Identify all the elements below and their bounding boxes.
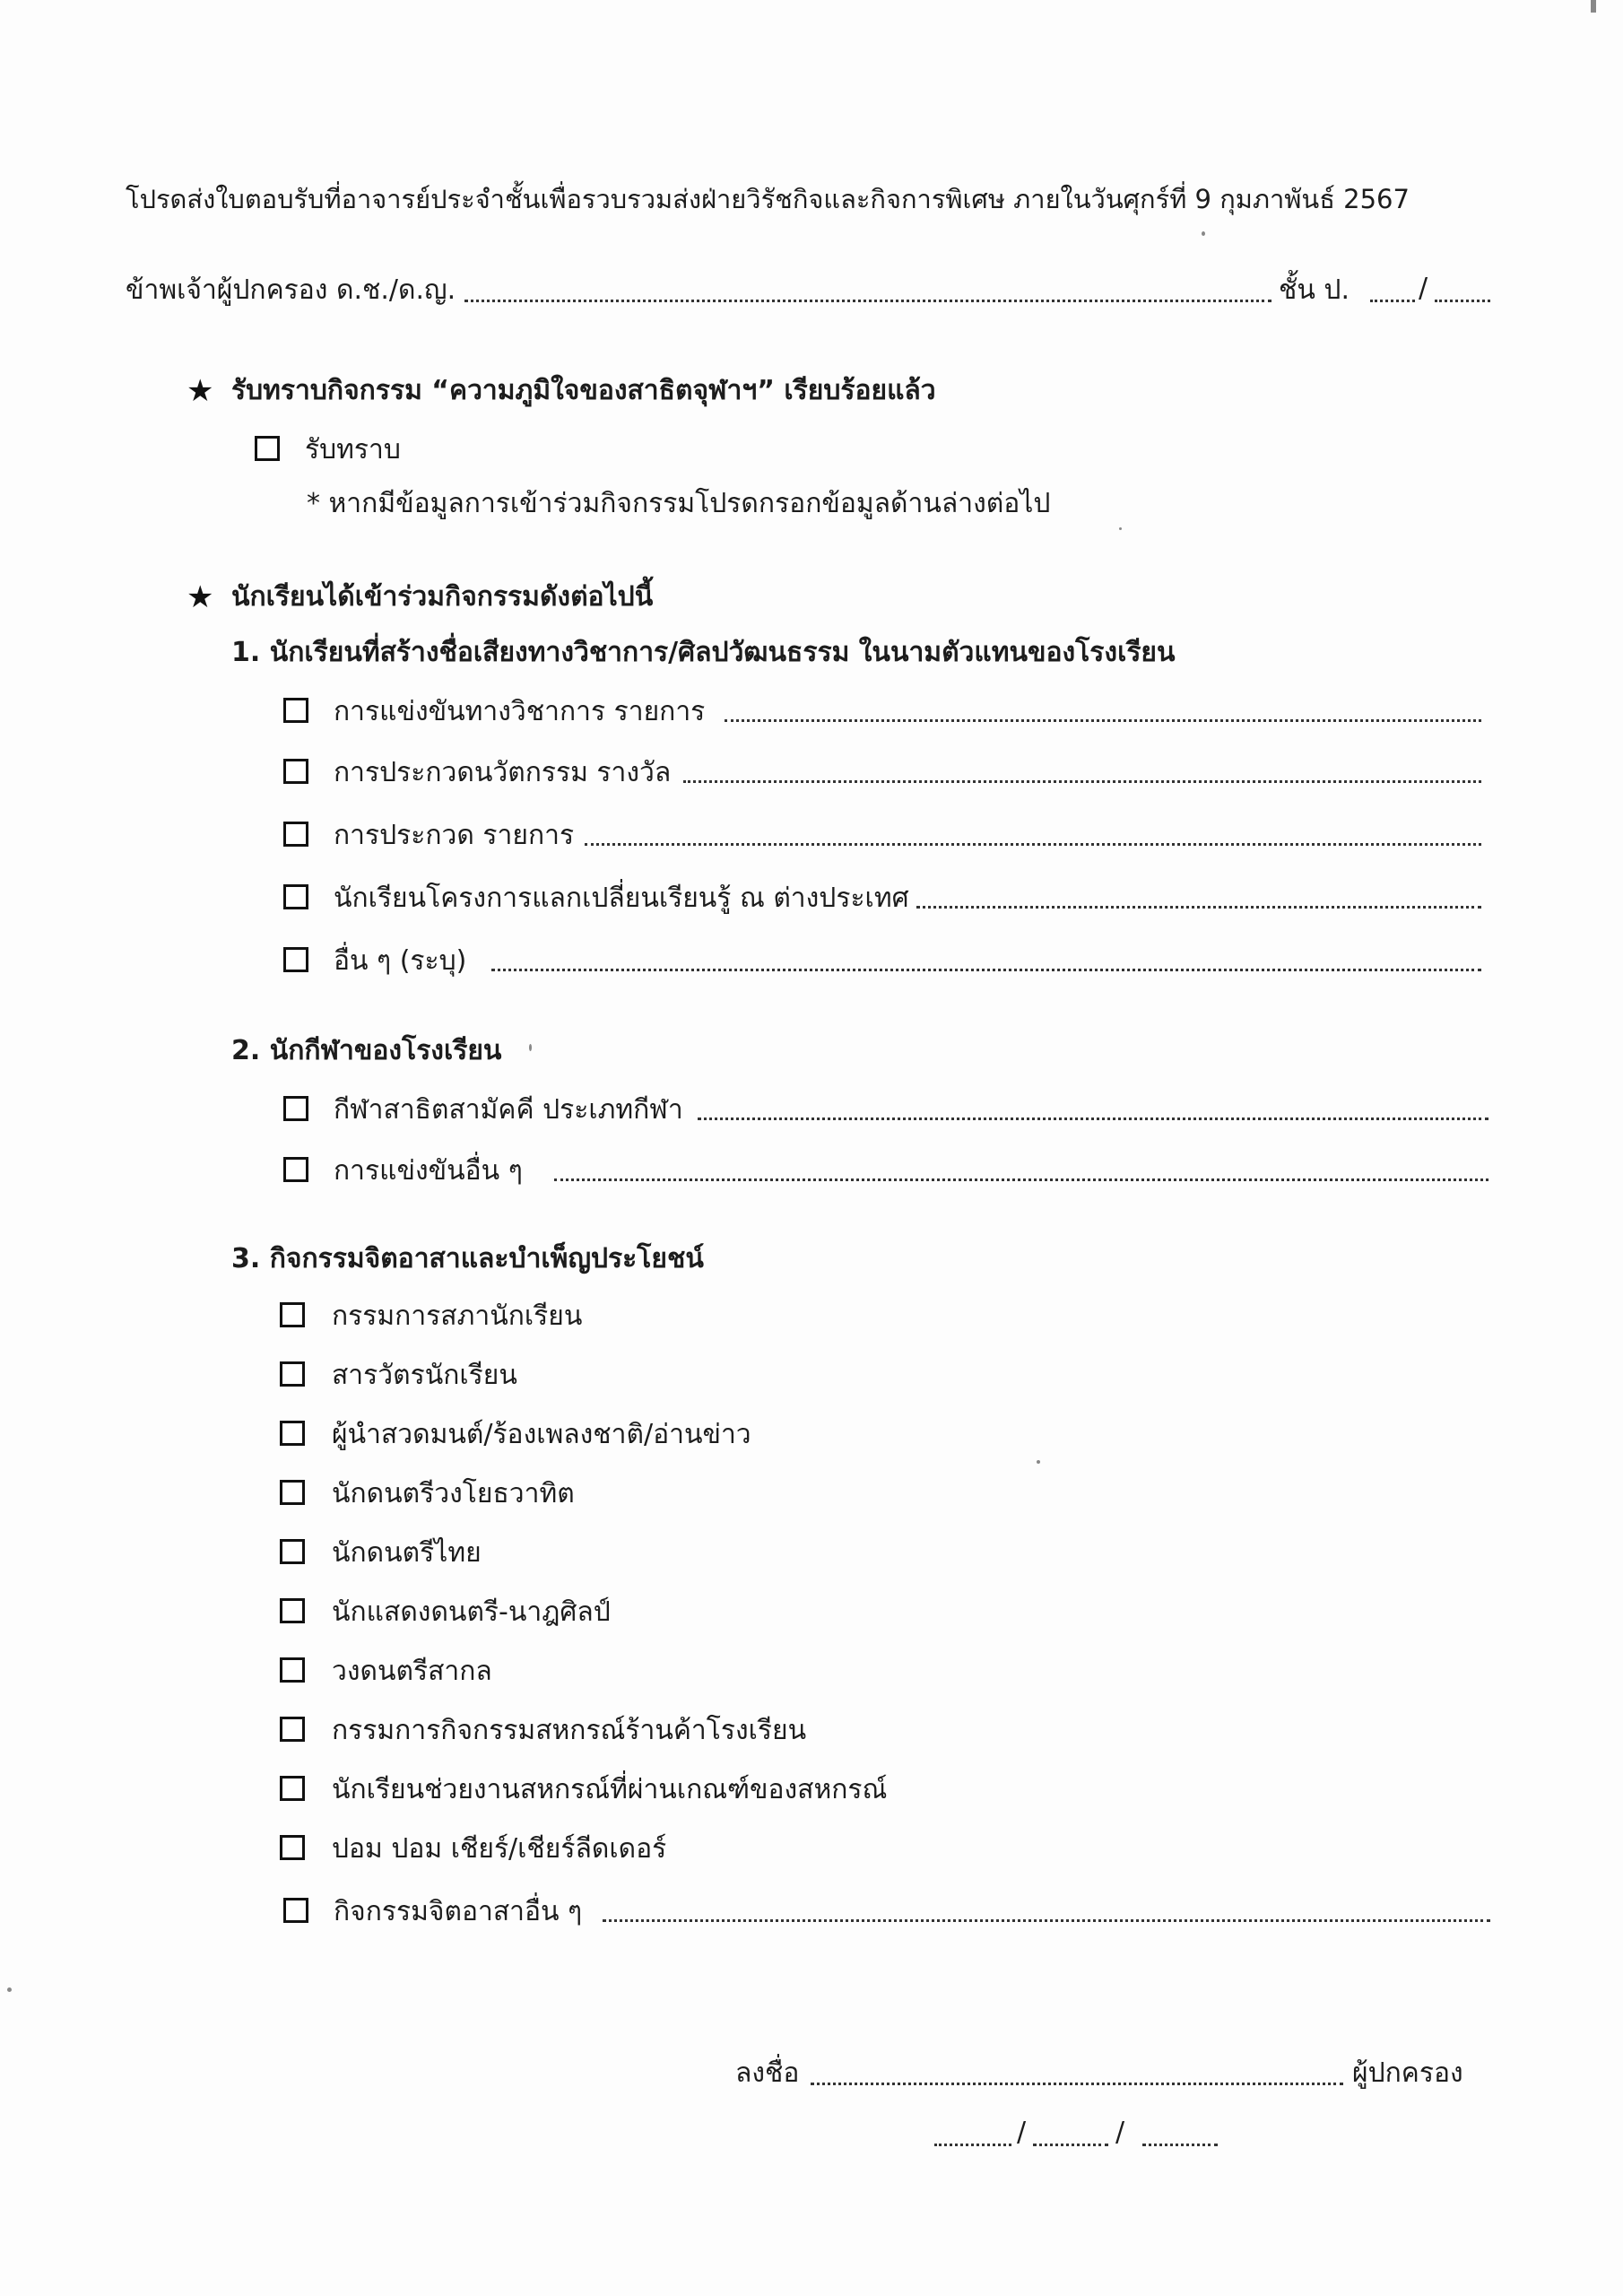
date-separator: / (1115, 2117, 1125, 2148)
acknowledge-heading: รับทราบกิจกรรม “ความภูมิใจของสาธิตจุฬาฯ” เรียบร้อยแล้ว (231, 375, 936, 406)
date-year-field[interactable] (1142, 2144, 1218, 2146)
item-fill-line[interactable] (603, 1919, 1490, 1922)
date-month-field[interactable] (1033, 2144, 1108, 2146)
item-label: การประกวดนวัตกรรม รางวัล (334, 757, 672, 788)
item-checkbox[interactable] (283, 1898, 308, 1923)
item-fill-line[interactable] (554, 1178, 1488, 1181)
class-room-field[interactable] (1435, 300, 1490, 302)
star-icon: ★ (187, 579, 214, 615)
item-label: กีฬาสาธิตสามัคคี ประเภทกีฬา (334, 1094, 683, 1126)
scan-speck (529, 1044, 532, 1051)
item-fill-line[interactable] (683, 780, 1481, 783)
item-checkbox[interactable] (283, 1096, 308, 1121)
star-icon: ★ (187, 373, 214, 409)
item-label: การประกวด รายการ (334, 820, 575, 851)
section-2-title: 2. นักกีฬาของโรงเรียน (231, 1035, 502, 1066)
item-fill-line[interactable] (585, 843, 1481, 846)
item-checkbox[interactable] (280, 1302, 305, 1327)
class-level-field[interactable] (1370, 300, 1415, 302)
item-checkbox[interactable] (280, 1835, 305, 1860)
item-checkbox[interactable] (283, 947, 308, 972)
class-slash: / (1419, 273, 1428, 304)
date-day-field[interactable] (934, 2144, 1011, 2146)
parent-name-label: ข้าพเจ้าผู้ปกครอง ด.ช./ด.ญ. (126, 274, 456, 306)
section-1-title: 1. นักเรียนที่สร้างชื่อเสียงทางวิชาการ/ศิลปวัฒนธรรม ในนามตัวแทนของโรงเรียน (231, 637, 1176, 668)
scan-speck (7, 1987, 12, 1992)
item-label: นักดนตรีวงโยธวาทิต (332, 1478, 575, 1509)
sign-label: ลงชื่อ (735, 2057, 800, 2089)
item-checkbox[interactable] (280, 1776, 305, 1801)
class-label: ชั้น ป. (1279, 274, 1350, 306)
item-label: ปอม ปอม เชียร์/เชียร์ลีดเดอร์ (332, 1833, 667, 1865)
item-label: การแข่งขันอื่น ๆ (334, 1155, 523, 1187)
acknowledge-note: * หากมีข้อมูลการเข้าร่วมกิจกรรมโปรดกรอกข้อมูลด้านล่างต่อไป (307, 488, 1051, 519)
item-checkbox[interactable] (283, 759, 308, 784)
item-checkbox[interactable] (280, 1598, 305, 1623)
item-checkbox[interactable] (280, 1480, 305, 1505)
item-checkbox[interactable] (280, 1657, 305, 1683)
item-label: กรรมการสภานักเรียน (332, 1300, 583, 1332)
item-checkbox[interactable] (280, 1421, 305, 1446)
item-checkbox[interactable] (283, 884, 308, 909)
item-checkbox[interactable] (280, 1717, 305, 1742)
item-label: นักเรียนช่วยงานสหกรณ์ที่ผ่านเกณฑ์ของสหกรณ์ (332, 1774, 888, 1805)
item-fill-line[interactable] (698, 1118, 1488, 1120)
item-fill-line[interactable] (916, 906, 1481, 909)
item-label: กรรมการกิจกรรมสหกรณ์ร้านค้าโรงเรียน (332, 1715, 807, 1746)
item-fill-line[interactable] (491, 969, 1481, 971)
scan-speck (1591, 0, 1596, 13)
item-label: กิจกรรมจิตอาสาอื่น ๆ (334, 1896, 583, 1927)
section-3-title: 3. กิจกรรมจิตอาสาและบำเพ็ญประโยชน์ (231, 1243, 704, 1274)
scan-speck (1202, 231, 1205, 236)
guardian-role-label: ผู้ปกครอง (1352, 2057, 1463, 2089)
scan-speck (1119, 527, 1122, 530)
participation-heading: นักเรียนได้เข้าร่วมกิจกรรมดังต่อไปนี้ (231, 581, 654, 613)
acknowledge-checkbox-label: รับทราบ (305, 434, 401, 465)
item-label: สารวัตรนักเรียน (332, 1360, 517, 1391)
item-checkbox[interactable] (280, 1361, 305, 1387)
item-label: อื่น ๆ (ระบุ) (334, 945, 467, 977)
item-fill-line[interactable] (725, 719, 1481, 722)
signature-field[interactable] (811, 2083, 1343, 2085)
item-checkbox[interactable] (283, 1157, 308, 1182)
item-label: นักเรียนโครงการแลกเปลี่ยนเรียนรู้ ณ ต่างประเทศ (334, 883, 909, 914)
submission-notice: โปรดส่งใบตอบรับที่อาจารย์ประจำชั้นเพื่อรวบรวมส่งฝ่ายวิรัชกิจและกิจการพิเศษ ภายในวันศุกร์ที่ 9 กุมภาพันธ์ 2567 (126, 184, 1410, 214)
student-name-field[interactable] (464, 300, 1271, 302)
scan-speck (1037, 1460, 1040, 1464)
item-label: นักดนตรีไทย (332, 1537, 482, 1569)
item-checkbox[interactable] (283, 698, 308, 723)
item-label: ผู้นำสวดมนต์/ร้องเพลงชาติ/อ่านข่าว (332, 1419, 751, 1450)
item-label: นักแสดงดนตรี-นาฎศิลป์ (332, 1596, 611, 1628)
item-label: การแข่งขันทางวิชาการ รายการ (334, 696, 706, 727)
acknowledge-checkbox[interactable] (255, 436, 280, 461)
item-label: วงดนตรีสากล (332, 1656, 492, 1687)
item-checkbox[interactable] (283, 822, 308, 847)
item-checkbox[interactable] (280, 1539, 305, 1564)
date-separator: / (1017, 2117, 1027, 2148)
